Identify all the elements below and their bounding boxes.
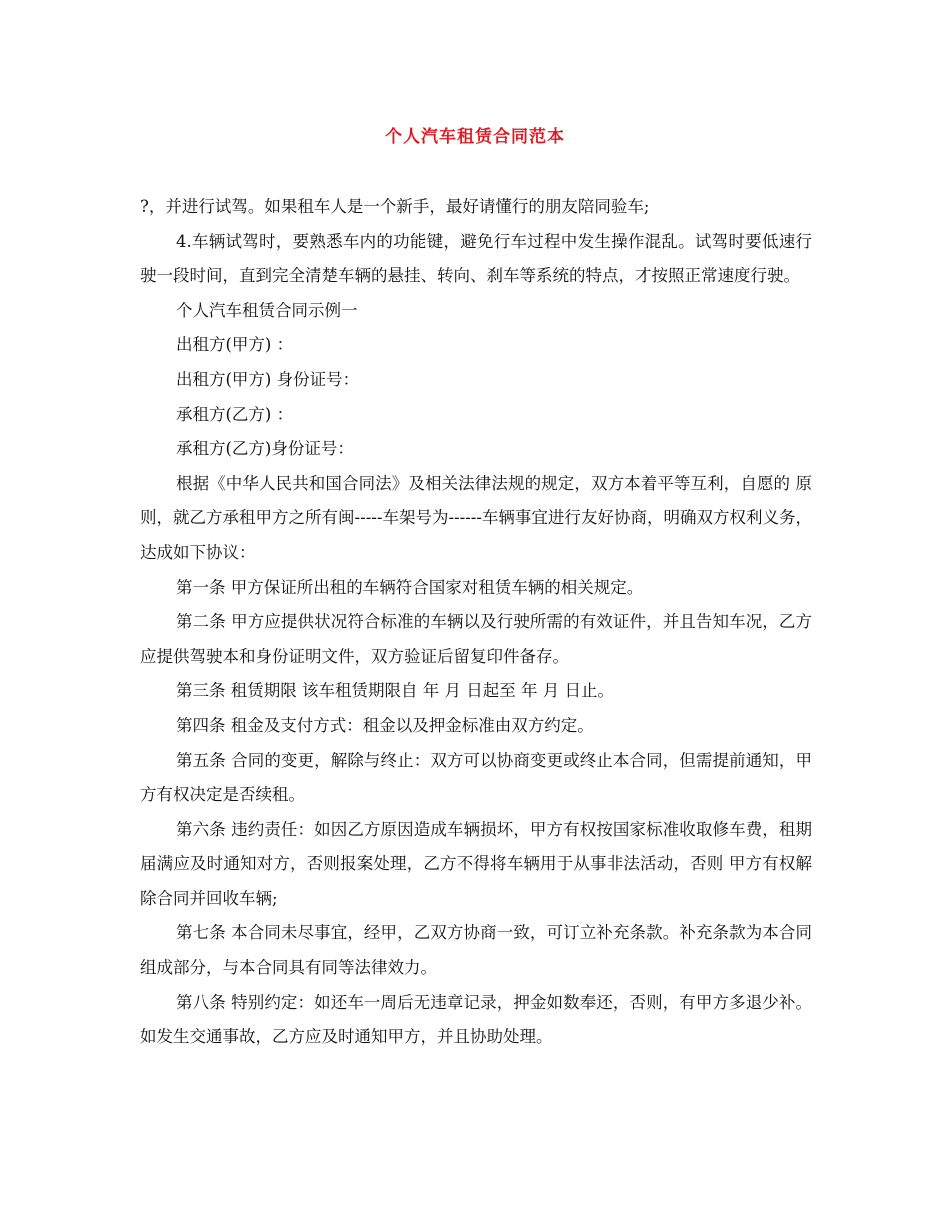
paragraph: 第七条 本合同未尽事宜，经甲，乙双方协商一致，可订立补充条款。补充条款为本合同 组成部分，与本合同具有同等法律效力。 — [140, 923, 812, 978]
paragraph: 出租方(甲方) 身份证号： — [176, 369, 360, 389]
paragraph: 第五条 合同的变更，解除与终止：双方可以协商变更或终止本合同，但需提前通知，甲 方有权决定是否续租。 — [140, 750, 812, 805]
paragraph: 第三条 租赁期限 该车租赁期限自 年 月 日起至 年 月 日止。 — [176, 681, 614, 701]
paragraph: 根据《中华人民共和国合同法》及相关法律法规的规定，双方本着平等互利，自愿的 原则，就乙方承租甲方之所有闽-----车架号为------车辆事宜进行友好协商，明确双方权利义务，达成如下协议： — [140, 473, 812, 562]
document-title: 个人汽车租赁合同范本 — [385, 127, 565, 147]
document-body — [140, 190, 812, 1055]
paragraph: 第一条 甲方保证所出租的车辆符合国家对租赁车辆的相关规定。 — [176, 577, 644, 597]
paragraph: 第四条 租金及支付方式：租金以及押金标准由双方约定。 — [176, 715, 594, 735]
paragraph: 第六条 违约责任：如因乙方原因造成车辆损坏，甲方有权按国家标准收取修车费，租期 届满应及时通知对方，否则报案处理，乙方不得将车辆用于从事非法活动，否则 甲方有权解除合同并回收车辆; — [140, 819, 812, 908]
paragraph: 出租方(甲方) ： — [176, 335, 294, 355]
paragraph: 4.车辆试驾时，要熟悉车内的功能键，避免行车过程中发生操作混乱。试驾时要低速行驶一段时间，直到完全清楚车辆的悬挂、转向、刹车等系统的特点，才按照正常速度行驶。 — [140, 231, 812, 286]
paragraph: 第八条 特别约定：如还车一周后无违章记录，押金如数奉还，否则，有甲方多退少补。 如发生交通事故，乙方应及时通知甲方，并且协助处理。 — [140, 992, 812, 1047]
paragraph: 第二条 甲方应提供状况符合标准的车辆以及行驶所需的有效证件，并且告知车况，乙方 应提供驾驶本和身份证明文件，双方验证后留复印件备存。 — [140, 612, 812, 666]
paragraph: ?，并进行试驾。如果租车人是一个新手，最好请懂行的朋友陪同验车; — [140, 197, 650, 216]
paragraph: 承租方(乙方) ： — [176, 404, 294, 424]
paragraph: 承租方(乙方)身份证号： — [176, 439, 354, 459]
paragraph: 个人汽车租赁合同示例一 — [176, 300, 358, 320]
